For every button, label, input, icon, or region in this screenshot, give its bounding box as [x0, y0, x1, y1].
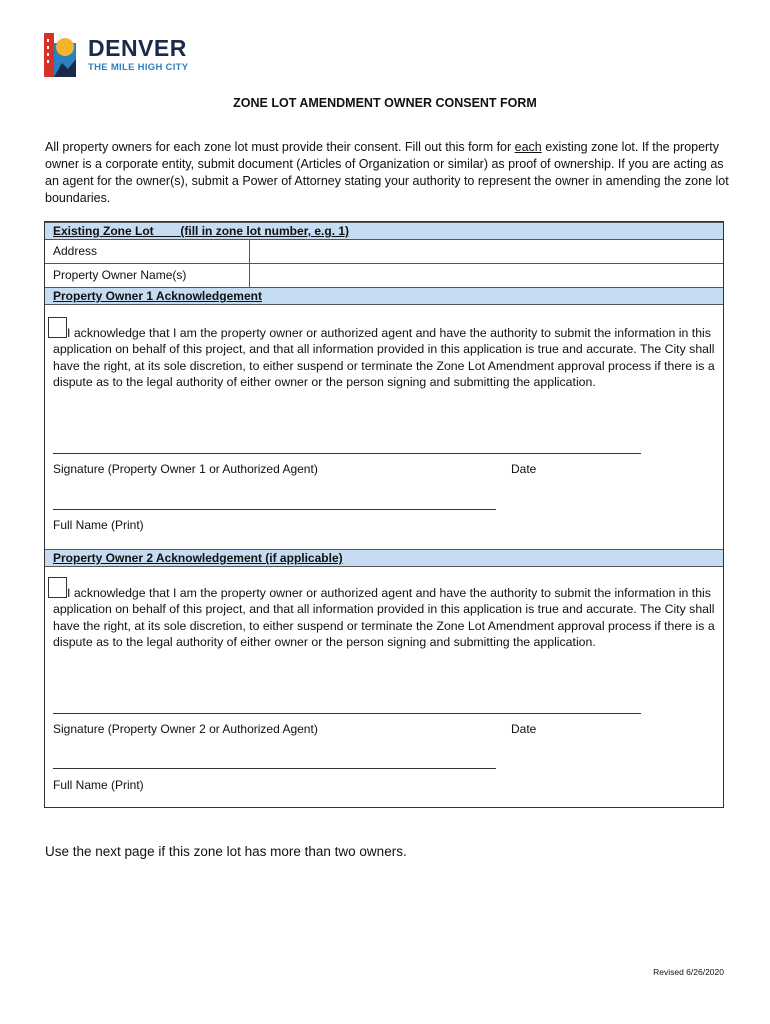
owner1-heading-text: Property Owner 1 Acknowledgement	[53, 289, 262, 303]
owner-names-row	[45, 264, 723, 288]
owner-names-label: Property Owner Name(s)	[53, 268, 187, 282]
logo-subtitle: THE MILE HIGH CITY	[88, 62, 189, 73]
address-label: Address	[53, 244, 98, 258]
owner-names-input[interactable]	[257, 268, 719, 284]
row-divider	[249, 240, 250, 263]
owner1-date-label: Date	[511, 462, 537, 476]
zone-lot-heading-prefix: Existing Zone Lot	[53, 224, 157, 238]
intro-paragraph	[45, 139, 735, 207]
intro-text-start: All property owners for each zone lot must provide their consent. Fill out this form for	[45, 140, 515, 154]
row-divider	[249, 264, 250, 288]
denver-logo-mark-icon	[44, 33, 76, 77]
owner2-full-name-line[interactable]	[53, 768, 496, 769]
zone-lot-number-blank[interactable]: ___	[157, 224, 178, 238]
owner2-heading	[45, 549, 723, 567]
denver-logo	[44, 33, 204, 77]
owner1-signature-line[interactable]	[53, 453, 641, 454]
owner1-signature-label: Signature (Property Owner 1 or Authorized Agent)	[53, 462, 318, 476]
owner2-ack-body: I acknowledge that I am the property owner or authorized agent and have the authority to submit the information in this application on behalf of this project, and that all information provided in this application is true and accurate. The City shall have the right, at its sole discretion, to either suspend or terminate the Zone Lot Amendment approval process if there is a dispute as to the legal authority of either owner or the person signing and submitting the application.	[53, 586, 715, 649]
owner1-heading	[45, 287, 723, 305]
address-input[interactable]	[257, 244, 719, 260]
owner2-date-label: Date	[511, 722, 537, 736]
owner1-acknowledgement-text	[53, 325, 721, 390]
consent-form-box	[44, 221, 724, 808]
additional-owners-note: Use the next page if this zone lot has more than two owners.	[45, 844, 407, 859]
form-title: ZONE LOT AMENDMENT OWNER CONSENT FORM	[233, 96, 537, 110]
revision-date: Revised 6/26/2020	[653, 967, 724, 977]
owner2-heading-text: Property Owner 2 Acknowledgement (if applicable)	[53, 551, 343, 565]
owner2-acknowledgement-text	[53, 585, 721, 650]
intro-text-end: existing zone lot. If the property owner is a corporate entity, submit document (Articles of Organization or similar) as proof of ownership. If you are acting as an agent for the owner(s), submit a Power of Attorney stating your authority to represent the owner in amending the zone lot boundaries.	[45, 140, 729, 205]
owner1-full-name-label: Full Name (Print)	[53, 518, 144, 532]
intro-emphasis: each	[514, 140, 542, 154]
owner2-signature-label: Signature (Property Owner 2 or Authorized Agent)	[53, 722, 318, 736]
zone-lot-heading	[45, 222, 723, 240]
zone-lot-heading-suffix: (fill in zone lot number, e.g. 1)	[177, 224, 350, 238]
logo-title: DENVER	[88, 35, 187, 61]
owner2-signature-line[interactable]	[53, 713, 641, 714]
owner2-full-name-label: Full Name (Print)	[53, 778, 144, 792]
address-row	[45, 240, 723, 264]
owner1-full-name-line[interactable]	[53, 509, 496, 510]
owner1-ack-body: I acknowledge that I am the property owner or authorized agent and have the authority to submit the information in this application on behalf of this project, and that all information provided in this application is true and accurate. The City shall have the right, at its sole discretion, to either suspend or terminate the Zone Lot Amendment approval process if there is a dispute as to the legal authority of either owner or the person signing and submitting the application.	[53, 326, 715, 389]
